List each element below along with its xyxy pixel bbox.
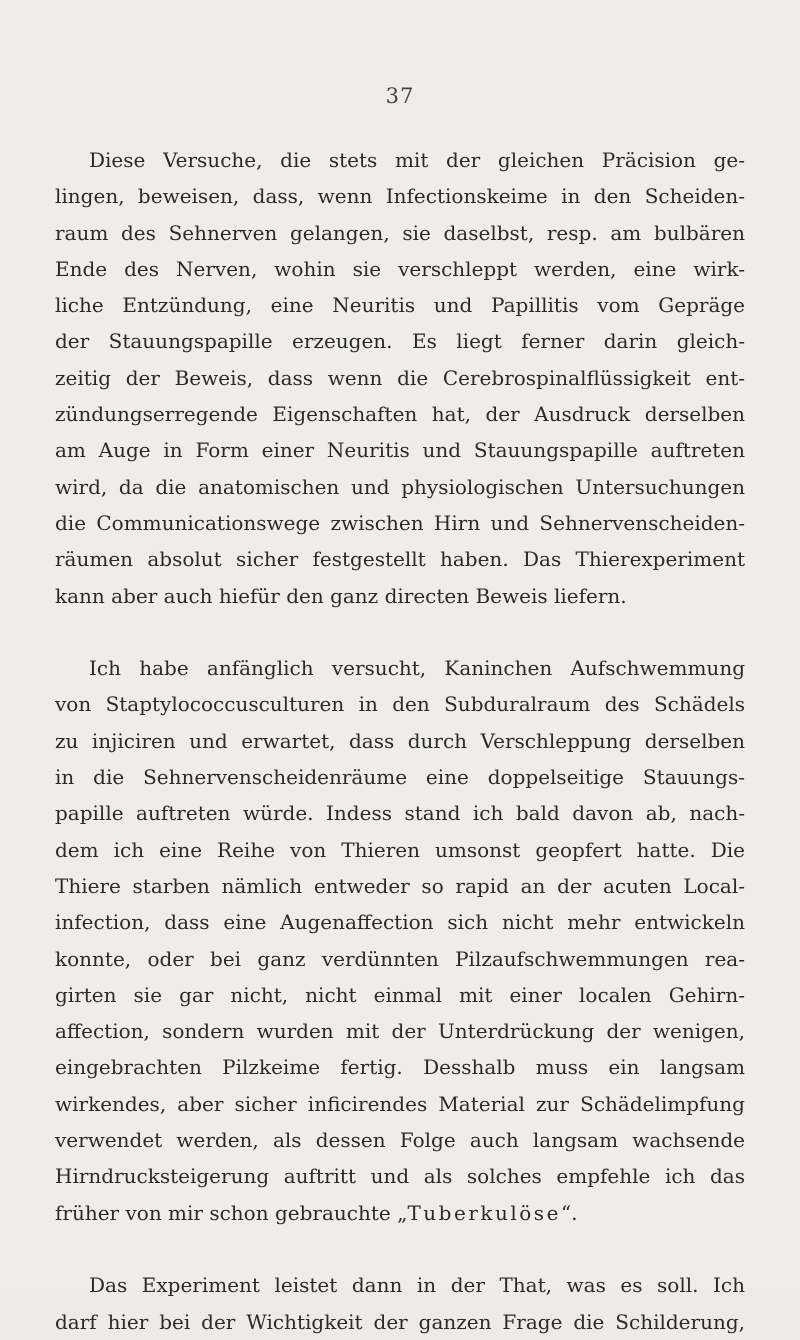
text-line: girten sie gar nicht, nicht einmal mit einer localen Gehirn- bbox=[55, 982, 745, 1007]
paragraph-gap bbox=[55, 1231, 745, 1267]
text-line: Hirndrucksteigerung auftritt und als solches empfehle ich das bbox=[55, 1164, 745, 1189]
text-line: zündungserregende Eigenschaften hat, der Ausdruck derselben bbox=[55, 402, 745, 427]
text-line bbox=[55, 1195, 745, 1231]
paragraph-1 bbox=[55, 142, 745, 614]
text-line: in die Sehnervenscheidenräume eine doppelseitige Stauungs- bbox=[55, 765, 745, 790]
text-line: Diese Versuche, die stets mit der gleichen Präcision ge- bbox=[89, 148, 745, 172]
text-line: dem ich eine Reihe von Thieren umsonst geopfert hatte. Die bbox=[55, 837, 745, 862]
text-line: Thiere starben nämlich entweder so rapid an der acuten Local- bbox=[55, 873, 745, 898]
text-line: die Communicationswege zwischen Hirn und Sehnervenscheiden- bbox=[55, 510, 745, 535]
text-line: infection, dass eine Augenaffection sich nicht mehr entwickeln bbox=[55, 910, 745, 935]
text-line: Ich habe anfänglich versucht, Kaninchen Aufschwemmung bbox=[89, 656, 745, 681]
text-line: affection, sondern wurden mit der Unterdrückung der wenigen, bbox=[55, 1019, 745, 1044]
text-line: der Stauungspapille erzeugen. Es liegt ferner darin gleich- bbox=[55, 329, 745, 354]
text-line: zu injiciren und erwartet, dass durch Verschleppung derselben bbox=[55, 728, 745, 753]
page-number: 37 bbox=[385, 84, 415, 108]
paragraph-gap bbox=[55, 614, 745, 650]
text-line: papille auftreten würde. Indess stand ich bald davon ab, nach- bbox=[55, 801, 745, 826]
text-line: lingen, beweisen, dass, wenn Infectionskeime in den Scheiden- bbox=[55, 184, 745, 209]
text-line: darf hier bei der Wichtigkeit der ganzen Frage die Schilderung, bbox=[55, 1309, 745, 1334]
text-fragment: “. bbox=[560, 1200, 578, 1225]
text-line: liche Entzündung, eine Neuritis und Papillitis vom Gepräge bbox=[55, 293, 745, 318]
text-line: konnte, oder bei ganz verdünnten Pilzaufschwemmungen rea- bbox=[55, 946, 745, 971]
paragraph-2 bbox=[55, 650, 745, 1231]
text-line: wird, da die anatomischen und physiologischen Untersuchungen bbox=[55, 474, 745, 499]
text-line: von Staptylococcusculturen in den Subduralraum des Schädels bbox=[55, 692, 745, 717]
text-line: wirkendes, aber sicher inficirendes Material zur Schädelimpfung bbox=[55, 1091, 745, 1116]
text-line: kann aber auch hiefür den ganz directen Beweis liefern. bbox=[55, 583, 627, 608]
text-fragment: früher von mir schon gebrauchte „ bbox=[55, 1200, 408, 1225]
text-line: verwendet werden, als dessen Folge auch langsam wachsende bbox=[55, 1128, 745, 1153]
text-line: zeitig der Beweis, dass wenn die Cerebrospinalflüssigkeit ent- bbox=[55, 365, 745, 390]
body-text bbox=[55, 142, 745, 1340]
text-line: raum des Sehnerven gelangen, sie daselbst, resp. am bulbären bbox=[55, 220, 745, 245]
text-line: Das Experiment leistet dann in der That, was es soll. Ich bbox=[89, 1273, 745, 1298]
text-line: Ende des Nerven, wohin sie verschleppt werden, eine wirk- bbox=[55, 256, 745, 281]
spaced-term: Tuberkulöse bbox=[407, 1200, 561, 1225]
text-line: eingebrachten Pilzkeime fertig. Desshalb muss ein langsam bbox=[55, 1055, 745, 1080]
text-line: am Auge in Form einer Neuritis und Stauungspapille auftreten bbox=[55, 438, 745, 463]
paragraph-3 bbox=[55, 1267, 745, 1340]
text-line: räumen absolut sicher festgestellt haben. Das Thierexperiment bbox=[55, 547, 745, 572]
